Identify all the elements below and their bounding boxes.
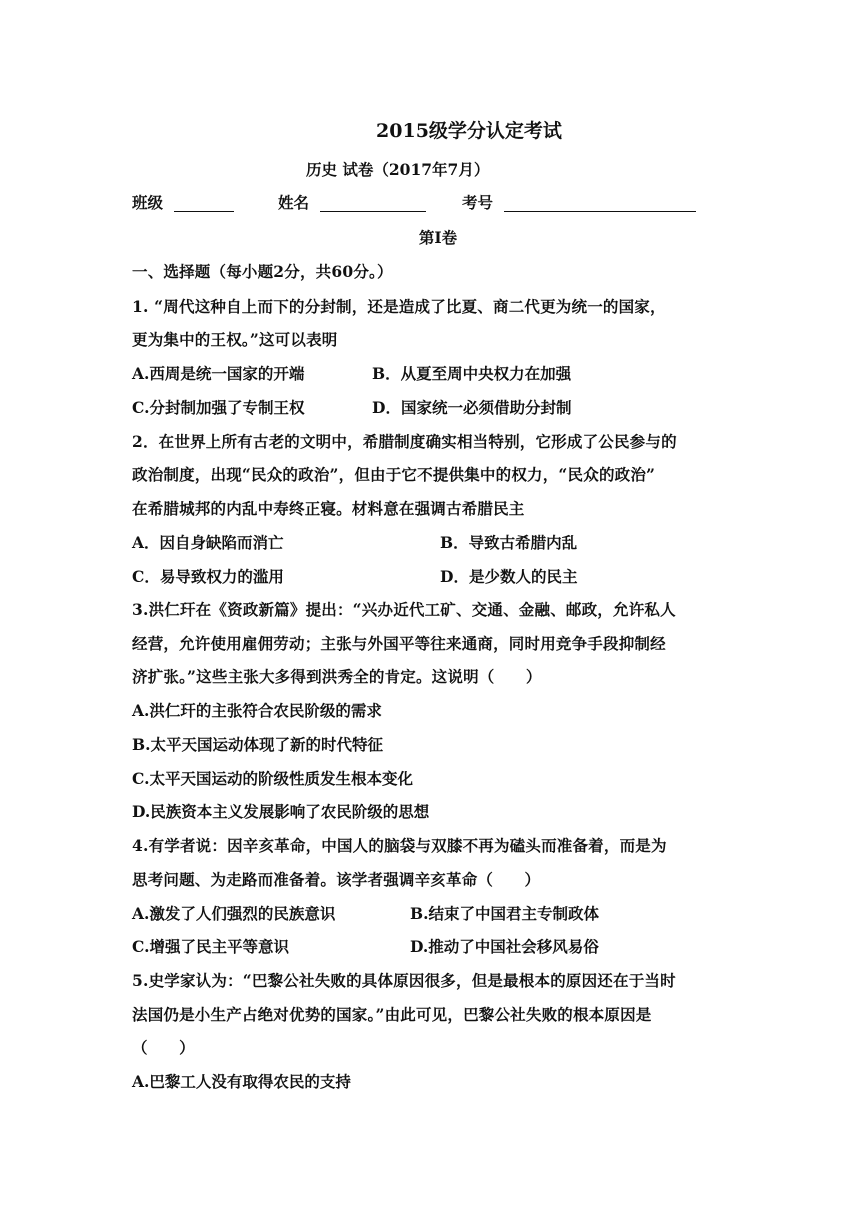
name-blank[interactable] bbox=[320, 193, 426, 212]
question-4-stem-line: 思考问题、为走路而准备着。该学者强调辛亥革命（ ） bbox=[132, 870, 541, 889]
question-5-stem-line: 法国仍是小生产占绝对优势的国家。”由此可见，巴黎公社失败的根本原因是 bbox=[132, 1005, 652, 1024]
question-4-option-c: C.增强了民主平等意识 bbox=[132, 937, 289, 956]
exam-subtitle: 历史 试卷（2017年7月） bbox=[306, 160, 490, 179]
question-4-option-b: B.结束了中国君主专制政体 bbox=[410, 904, 599, 923]
question-5-stem-line: （ ） bbox=[132, 1038, 195, 1057]
question-4-option-d: D.推动了中国社会移风易俗 bbox=[410, 937, 599, 956]
question-2-stem-line: 政治制度，出现“民众的政治”，但由于它不提供集中的权力，“民众的政治” bbox=[132, 465, 656, 484]
question-4-stem-line: 4.有学者说：因辛亥革命，中国人的脑袋与双膝不再为磕头而准备着，而是为 bbox=[132, 836, 667, 855]
question-1-option-a: A.西周是统一国家的开端 bbox=[132, 364, 305, 383]
question-3-option-c: C.太平天国运动的阶级性质发生根本变化 bbox=[132, 769, 413, 788]
question-2-option-d: D．是少数人的民主 bbox=[440, 567, 578, 586]
question-3-option-a: A.洪仁玕的主张符合农民阶级的需求 bbox=[132, 701, 382, 720]
class-blank[interactable] bbox=[174, 193, 234, 212]
question-5-stem-line: 5.史学家认为：“巴黎公社失败的具体原因很多，但是最根本的原因还在于当时 bbox=[132, 971, 676, 990]
question-1-stem-line: 1. “周代这种自上而下的分封制，还是造成了比夏、商二代更为统一的国家， bbox=[132, 297, 666, 316]
question-5-option-a: A.巴黎工人没有取得农民的支持 bbox=[132, 1072, 351, 1091]
name-label: 姓名 bbox=[278, 193, 310, 212]
question-1-option-b: B．从夏至周中央权力在加强 bbox=[372, 364, 572, 383]
question-2-stem-line: 在希腊城邦的内乱中寿终正寝。材料意在强调古希腊民主 bbox=[132, 499, 525, 518]
volume-heading: 第Ⅰ卷 bbox=[418, 228, 458, 247]
question-2-stem-line: 2．在世界上所有古老的文明中，希腊制度确实相当特别，它形成了公民参与的 bbox=[132, 432, 677, 451]
exam-number-label: 考号 bbox=[462, 193, 494, 212]
exam-number-blank[interactable] bbox=[504, 193, 696, 212]
question-3-stem-line: 3.洪仁玕在《资政新篇》提出：“兴办近代工矿、交通、金融、邮政，允许私人 bbox=[132, 600, 676, 619]
question-1-stem-line: 更为集中的王权。”这可以表明 bbox=[132, 330, 338, 349]
question-4-option-a: A.激发了人们强烈的民族意识 bbox=[132, 904, 336, 923]
question-3-stem-line: 济扩张。”这些主张大多得到洪秀全的肯定。这说明（ ） bbox=[132, 667, 542, 686]
question-1-option-c: C.分封制加强了专制王权 bbox=[132, 398, 305, 417]
question-2-option-c: C．易导致权力的滥用 bbox=[132, 567, 284, 586]
question-2-option-b: B．导致古希腊内乱 bbox=[440, 533, 578, 552]
class-label: 班级 bbox=[132, 193, 164, 212]
question-1-option-d: D．国家统一必须借助分封制 bbox=[372, 398, 572, 417]
exam-title: 2015级学分认定考试 bbox=[376, 120, 562, 142]
section-heading: 一、选择题（每小题2分，共60分。） bbox=[132, 262, 393, 281]
question-3-option-d: D.民族资本主义发展影响了农民阶级的思想 bbox=[132, 802, 430, 821]
question-3-option-b: B.太平天国运动体现了新的时代特征 bbox=[132, 735, 383, 754]
question-3-stem-line: 经营，允许使用雇佣劳动；主张与外国平等往来通商，同时用竞争手段抑制经 bbox=[132, 634, 666, 653]
question-2-option-a: A．因自身缺陷而消亡 bbox=[132, 533, 284, 552]
